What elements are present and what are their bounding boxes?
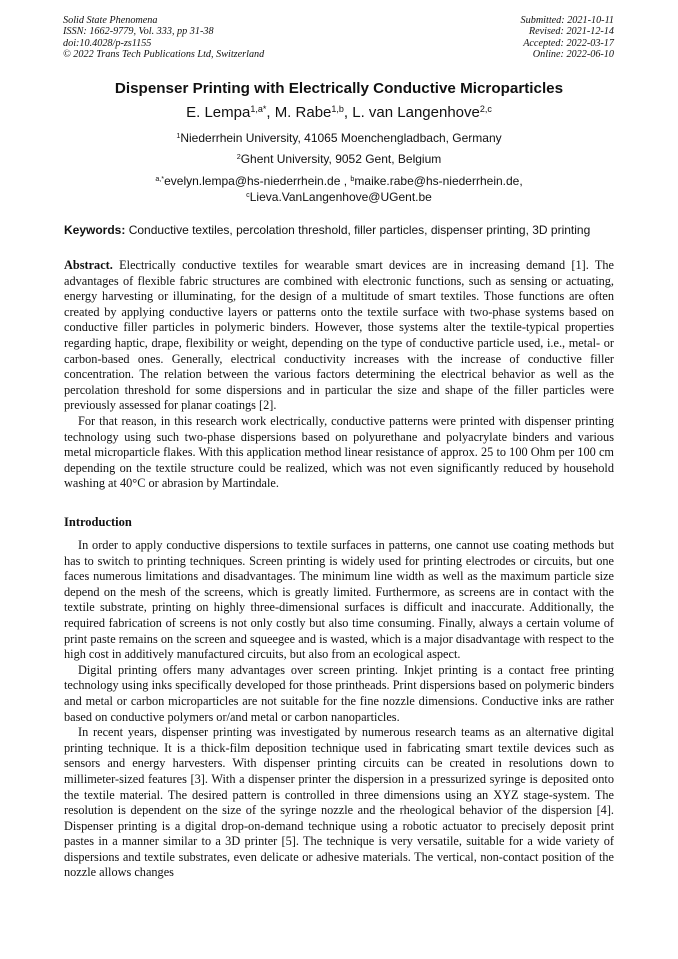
affiliation: [0, 152, 678, 166]
author-emails: $^{a,*}$evelyn.lempa@hs-niederrhein.de , $^b$maike.rabe@hs-niederrhein.de, $^c$Lieva.VanLangenhove@UGent.be: [155, 174, 523, 204]
affiliation-text: Niederrhein University, 41065 Moenchengladbach, Germany: [180, 131, 502, 145]
body-paragraph: In order to apply conductive dispersions to textile surfaces in patterns, one cannot use coating methods but has to switch to printing techniques. Screen printing is widely used for printing electrodes or circuits, but one faces numerous limitations and disadvantages. The minimum line width as well as the maximum particle size depend on the mesh of the screens, which is greatly limited. Furthermore, as screens are in contact with the textile substrate, printing on highly three-dimensional surfaces is difficult and inaccurate. Additionally, the required fabrication of screens is not only costly but also time consuming. Finally, always a certain volume of print paste remains on the screen and squeegee and is wasted, which is a major disadvantage with respect to the high cost in additively manufactured circuits, but also from an ecological aspect.: [64, 538, 614, 662]
author-affiliation-mark: 1,a*: [250, 104, 267, 115]
accepted-date: Accepted: 2022-03-17: [523, 37, 614, 49]
author-affiliation-mark: 2,c: [479, 104, 492, 115]
abstract-text: Electrically conductive textiles for wearable smart devices are in increasing demand [1]. The advantages of flexible fabric structures are combined with electronic functions, such as sensing or actuating, energy harvesting or illuminating, for the design of a multitude of smart textiles. Those functions are often created by applying conductive layers or patterns onto the textile surface with two-phase systems based on conductive filler particles in polymeric binders. However, those systems alter the textile-typical properties regarding haptic, drape, flexibility or weight, depending on the type of conductive particle used, i.e., metal- or carbon-based ones. Generally, electrical conductivity increases with the increase of conductive filler concentration. The relation between the various factors determining the electrical behavior as well as the percolation threshold for some dispersions and in particular the size and shape of the filler particles were previously assessed for planar coatings [2].: [64, 258, 614, 413]
author-name: M. Rabe: [274, 104, 332, 121]
keywords: [64, 223, 620, 237]
email-address: Lieva.VanLangenhove@UGent.be: [249, 190, 432, 204]
journal-issn: ISSN: 1662-9779, Vol. 333, pp 31-38: [63, 26, 214, 38]
journal-copyright: © 2022 Trans Tech Publications Ltd, Switzerland: [63, 49, 265, 61]
email-mark: a,*: [155, 174, 165, 184]
section-heading: Introduction: [64, 515, 132, 529]
abstract: [64, 258, 614, 492]
introduction-section: [64, 538, 614, 881]
journal-doi: doi:10.4028/p-zs1155: [63, 37, 152, 49]
keywords-label: Keywords:: [64, 223, 126, 237]
email-mark: c: [246, 190, 250, 200]
email-address: evelyn.lempa@hs-niederrhein.de: [164, 174, 341, 188]
abstract-paragraph: For that reason, in this research work electrically, conductive patterns were printed with dispenser printing technology using such two-phase dispersions based on polyurethane and polyacrylate binders and various metal microparticle flakes. With this application method linear resistance of approx. 25 to 100 Ohm per 100 cm depending on the textile structure could be realized, which was not even significantly reduced by household washing at 40°C or abrasion by Martindale.: [64, 413, 614, 491]
affiliation-text: Ghent University, 9052 Gent, Belgium: [240, 152, 442, 166]
author-list: E. Lempa$^{1,a*}$, M. Rabe$^{1,b}$, L. van Langenhove$^{2,c}$: [186, 104, 492, 121]
author-name: L. van Langenhove: [352, 104, 480, 121]
paper-title: Dispenser Printing with Electrically Conductive Microparticles: [114, 80, 564, 97]
author-affiliation-mark: 1,b: [331, 104, 344, 115]
submitted-date: Submitted: 2021-10-11: [520, 15, 614, 26]
affiliation-mark: 1: [176, 131, 181, 141]
keywords-text: Conductive textiles, percolation threshold, filler particles, dispenser printing, 3D printing: [128, 223, 591, 237]
body-paragraph: In recent years, dispenser printing was investigated by numerous research teams as an alternative digital printing technique. It is a thick-film deposition technique used in fabricating smart textile devices such as sensors and energy harvesters. With dispenser printing circuits can be created in resolutions down to millimeter-sized features [3]. With a dispenser printer the dispersion in a pressurized syringe is deposited onto the textile material. The desired pattern is controlled in three dimensions using an XYZ stage-system. The resolution is dependent on the size of the syringe nozzle and the rheological behavior of the dispersion [4]. Dispenser printing is a digital drop-on-demand technique using a robotic actuator to precisely deposit print pastes in a manner similar to a 3D printer [5]. The technique is very versatile, suitable for a wide variety of dispersions and textile substrates, even delicate or adhesive materials. The vertical, non-contact position of the nozzle allows changes: [64, 725, 614, 880]
journal-name: Solid State Phenomena: [63, 15, 158, 26]
email-mark: b: [350, 174, 355, 184]
affiliation: [0, 131, 678, 145]
abstract-label: Abstract.: [64, 258, 113, 272]
email-address: maike.rabe@hs-niederrhein.de: [354, 174, 520, 188]
affiliation-mark: 2: [236, 152, 241, 162]
online-date: Online: 2022-06-10: [532, 49, 614, 61]
journal-header: [63, 15, 264, 61]
revised-date: Revised: 2021-12-14: [528, 26, 614, 38]
author-name: E. Lempa: [186, 104, 251, 121]
body-paragraph: Digital printing offers many advantages over screen printing. Inkjet printing is a contact free printing technology using inks specifically developed for those printheads. Print dispersions based on polymeric binders and metal or carbon microparticles are not suitable for the fine nozzle dimensions. Conductive inks are rather based on conductive polymers or/and metal or carbon nanoparticles.: [64, 662, 614, 724]
dates-header: [521, 15, 614, 61]
abstract-paragraph: [64, 258, 614, 414]
